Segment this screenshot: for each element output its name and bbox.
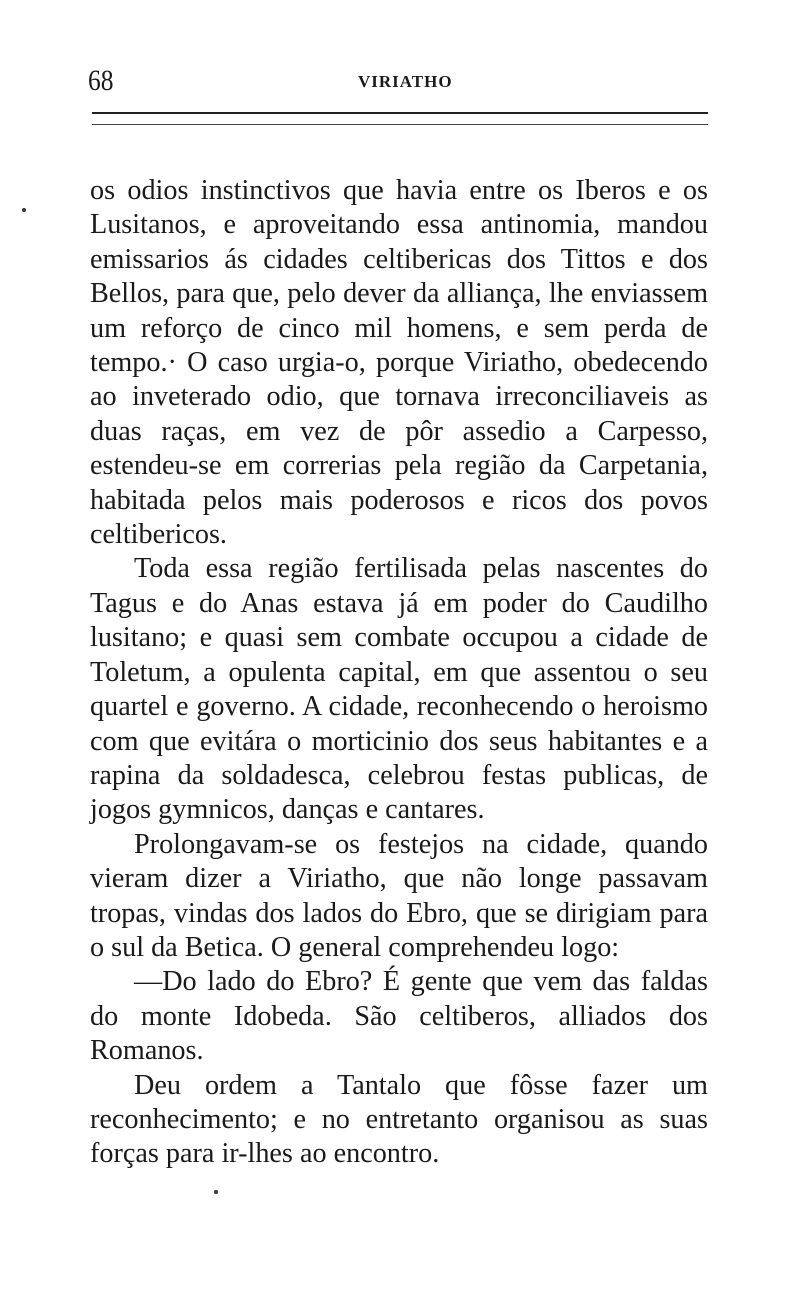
body-text (90, 174, 708, 1172)
print-speck (214, 1190, 218, 1194)
paragraph: Deu ordem a Tantalo que fôsse fazer um reconhecimento; e no entretanto organisou as suas forças para ir-lhes ao encontro. (90, 1069, 708, 1170)
paragraph: Prolongavam-se os festejos na cidade, quando vieram dizer a Viriatho, que não longe passavam tropas, vindas dos lados do Ebro, que se dirigiam para o sul da Betica. O general comprehendeu logo: (90, 828, 708, 963)
page-number: 68 (88, 64, 114, 97)
header-rule-thin (92, 124, 708, 125)
page-header (88, 62, 708, 102)
paragraph-dialogue: —Do lado do Ebro? É gente que vem das faldas do monte Idobeda. São celtiberos, alliados dos Romanos. (90, 966, 708, 1067)
paragraph: os odios instinctivos que havia entre os Iberos e os Lusitanos, e aproveitando essa antinomia, mandou emissarios ás cidades celtibericas dos Tittos e dos Bellos, para que, pelo dever da alliança, lhe enviassem um reforço de cinco mil homens, e sem perda de tempo.· O caso urgia-o, porque Viriatho, obedecendo ao inveterado odio, que tornava irreconciliaveis as duas raças, em vez de pôr assedio a Carpesso, estendeu-se em correrias pela região da Carpetania, habitada pelos mais poderosos e ricos dos povos celtibericos. (90, 175, 708, 551)
running-head: VIRIATHO (358, 72, 453, 91)
paragraph: Toda essa região fertilisada pelas nascentes do Tagus e do Anas estava já em poder do Caudilho lusitano; e quasi sem combate occupou a cidade de Toletum, a opulenta capital, em que assentou o seu quartel e governo. A cidade, reconhecendo o heroismo com que evitára o morticinio dos seus habitantes e a rapina da soldadesca, celebrou festas publicas, de jogos gymnicos, danças e cantares. (90, 553, 708, 826)
print-speck (22, 208, 26, 212)
header-rule-thick (92, 112, 708, 114)
